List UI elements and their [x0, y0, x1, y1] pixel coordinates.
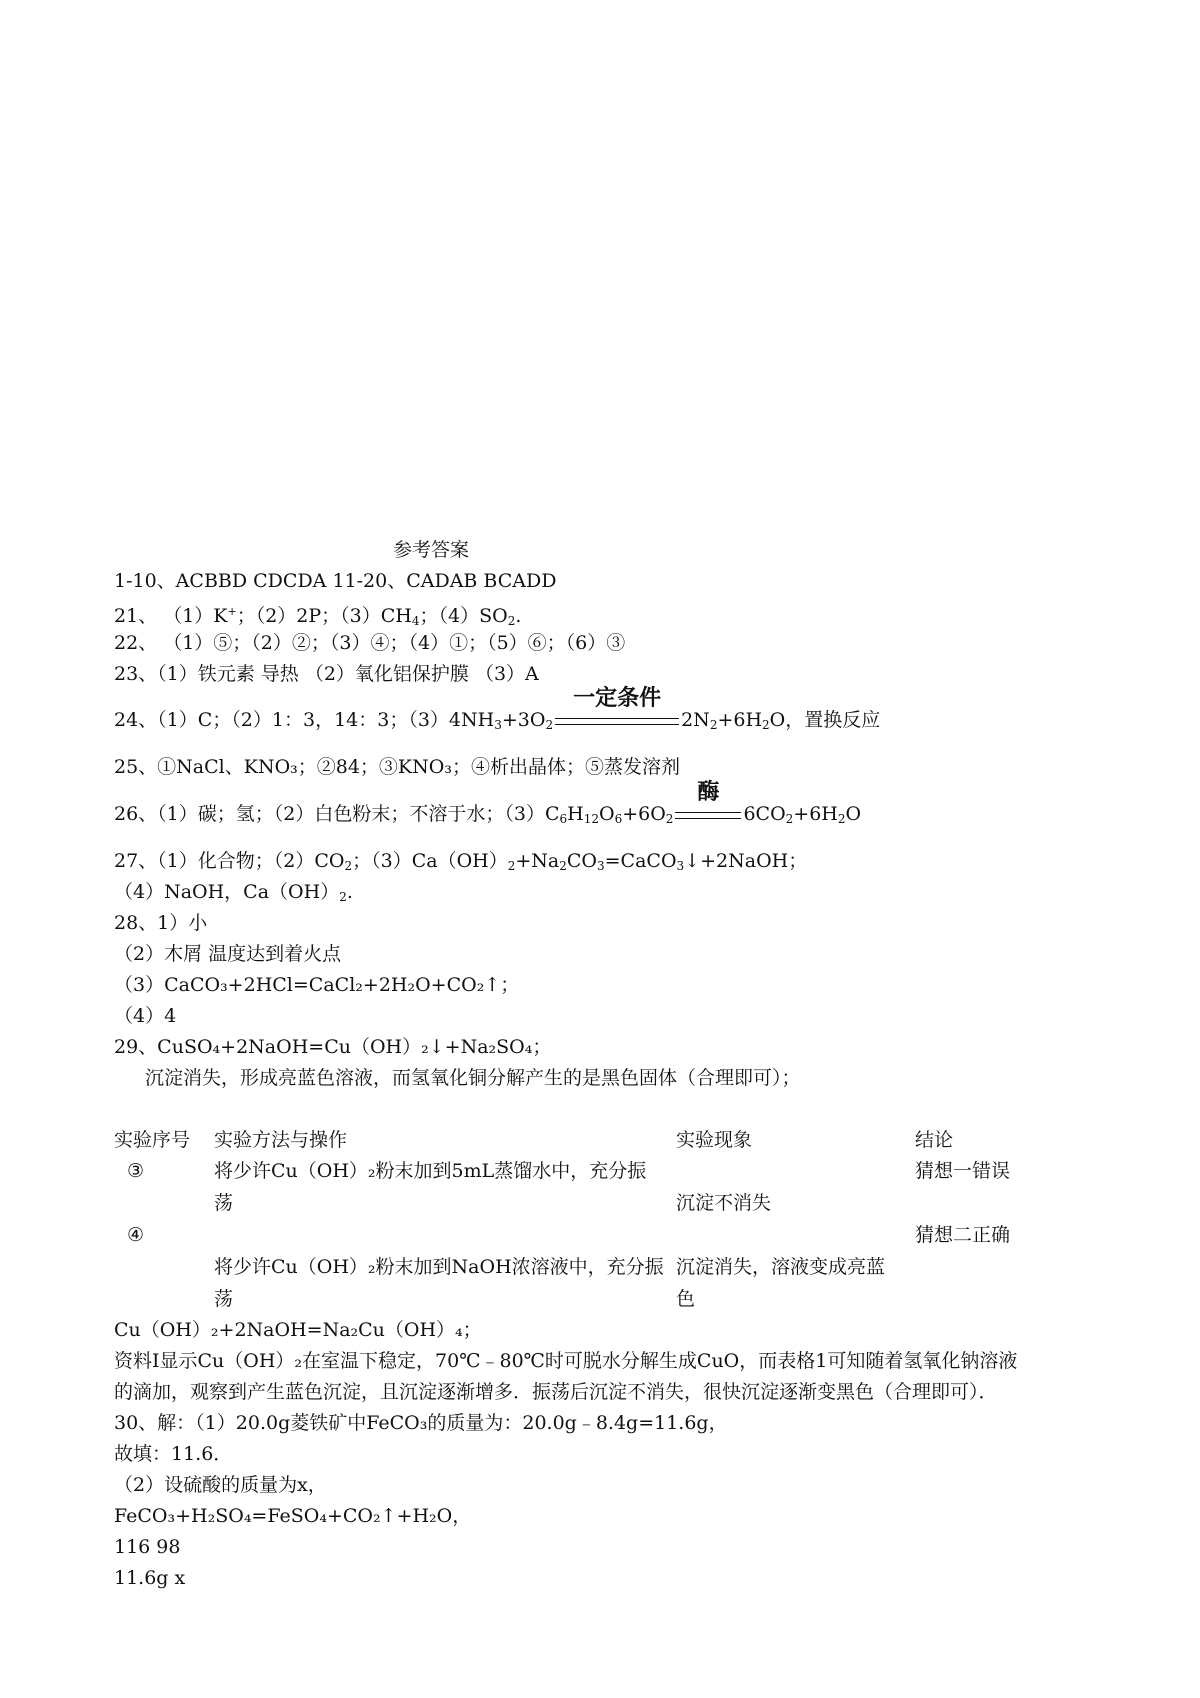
answer-30-ratio-line2: 11.6g x: [114, 1567, 186, 1589]
enzyme-condition-arrow: 酶: [673, 803, 743, 827]
table-row2-method-line1: 将少许Cu（OH）₂粉末加到NaOH浓溶液中，充分振: [214, 1256, 664, 1278]
answer-29-analysis-line1: 资料Ⅰ显示Cu（OH）₂在室温下稳定，70℃﹣80℃时可脱水分解生成CuO，而表格1可知随着氢氧化钠溶液: [114, 1350, 1018, 1372]
answer-21: 21、 （1）K+；（2）2P；$(3)CH_4$；$(4)SO_2$.: [114, 605, 522, 628]
table-row1-method-line1: 将少许Cu（OH）₂粉末加到5mL蒸馏水中，充分振: [214, 1160, 647, 1182]
answer-30-ratio-line1: 116 98: [114, 1536, 181, 1558]
answer-28-line1: 28、1）小: [114, 912, 208, 934]
answer-28-line2: （2）木屑 温度达到着火点: [114, 943, 342, 965]
table-row2-number: ④: [127, 1224, 145, 1246]
answer-30-line3: （2）设硫酸的质量为x，: [114, 1474, 327, 1496]
table-header-method: 实验方法与操作: [214, 1129, 348, 1151]
answer-29-explanation: 沉淀消失，形成亮蓝色溶液，而氢氧化铜分解产生的是黑色固体（合理即可）；: [145, 1067, 801, 1089]
table-header-conclusion: 结论: [915, 1129, 954, 1151]
table-header-phenomenon: 实验现象: [676, 1129, 753, 1151]
page-title: 参考答案: [393, 539, 470, 561]
answer-27-line1: 27、（1）化合物；$(2)CO_2$；$(3)Ca(OH)_2+Na_2CO_3=CaCO_3↓+2NaOH$；: [114, 850, 808, 873]
table-row1-number: ③: [127, 1160, 145, 1182]
table-row2-phenomenon-line2: 色: [676, 1288, 696, 1310]
table-row1-method-line2: 荡: [214, 1192, 234, 1214]
answer-28-line3: （3）CaCO₃+2HCl=CaCl₂+2H₂O+CO₂↑；: [114, 974, 520, 996]
answer-29-equation: 29、CuSO₄+2NaOH=Cu（OH）₂↓+Na₂SO₄；: [114, 1036, 552, 1058]
answer-25: 25、①NaCl、KNO₃；②84；③KNO₃；④析出晶体；⑤蒸发溶剂: [114, 756, 680, 778]
answers-1-20: 1-10、ACBBD CDCDA 11-20、CADAB BCADD: [114, 570, 557, 592]
answer-30-equation: FeCO₃+H₂SO₄=FeSO₄+CO₂↑+H₂O，: [114, 1505, 472, 1527]
table-row2-conclusion: 猜想二正确: [915, 1224, 1011, 1246]
table-row2-phenomenon-line1: 沉淀消失，溶液变成亮蓝: [676, 1256, 886, 1278]
answer-30-line1: 30、解：（1）20.0g菱铁矿中FeCO₃的质量为：20.0g﹣8.4g=11.6g，: [114, 1412, 728, 1434]
table-header-number: 实验序号: [114, 1129, 191, 1151]
reaction-condition-arrow: 一定条件: [553, 709, 681, 733]
table-row2-method-line2: 荡: [214, 1288, 234, 1310]
answer-29-equation2: Cu（OH）₂+2NaOH=Na₂Cu（OH）₄；: [114, 1319, 482, 1341]
table-row1-conclusion: 猜想一错误: [915, 1160, 1011, 1182]
answer-28-line4: （4）4: [114, 1005, 177, 1027]
answer-30-line2: 故填：11.6．: [114, 1443, 233, 1465]
table-row1-phenomenon: 沉淀不消失: [676, 1192, 772, 1214]
answer-24: 24、（1）C；（2）1：3，14：3；$(3)4NH_3+3O_2$ 一定条件 $2N_2+6H_2O$，置换反应: [114, 686, 881, 732]
answer-29-analysis-line2: 的滴加，观察到产生蓝色沉淀，且沉淀逐渐增多．振荡后沉淀不消失，很快沉淀逐渐变黑色（合理即可）．: [114, 1381, 998, 1403]
answer-22: 22、 （1）⑤；（2）②；（3）④；（4）①；（5）⑥；（6）③: [114, 632, 626, 654]
answer-26: 26、（1）碳；氢；（2）白色粉末；不溶于水；$(3)C_6H_{12}O_6+6O_2$ 酶 $6CO_2+6H_2O$: [114, 780, 862, 826]
answer-27-line2: （4）NaOH，$Ca(OH)_2$.: [114, 881, 353, 904]
answer-23: 23、（1）铁元素 导热 （2）氧化铝保护膜 （3）A: [114, 663, 539, 685]
